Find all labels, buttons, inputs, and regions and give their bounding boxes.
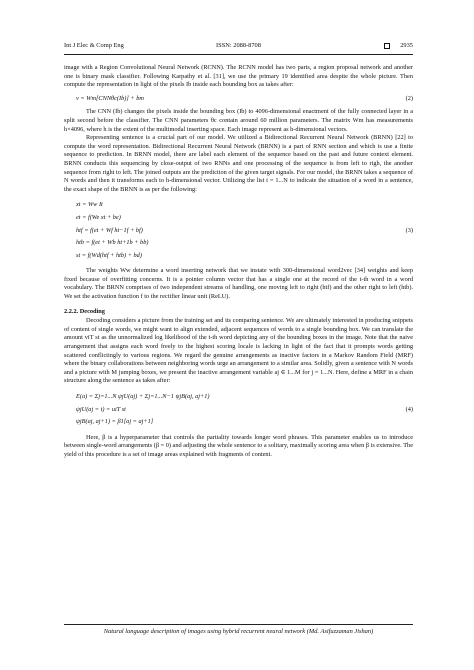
footer-rule [64,624,413,625]
equation-2-number: (2) [405,94,413,102]
equation-4-lines [64,391,210,429]
equation-line: ψjB(aj, aj+1) = β1[aj = aj+1] [76,418,154,426]
issn: ISSN: 2088-8708 [216,42,261,49]
equation-3-lines [64,199,148,262]
paragraph-6: Here, β is a hyperparameter that controls the partiality towards longer word phrases. This parameter enables us to introduce between single-word arrangements (β = 0) and adjusting the whole sentence to a solitary, maximally scoring area when β is extensive. The yield of this procedure is a set of image areas explained with fragments of content. [64,433,413,458]
equation-line: htb = f(et + Wb ht+1b + bb) [76,239,149,247]
paragraph-2: The CNN (Ib) changes the pixels inside the bounding box (Ib) to 4096-dimensional enactment of the fully connected layer in a split second before the classifier. The CNN parameters θc contain around 60 million parameters. The matrix Wm has measurements h×4096, where h is the extent of the multimodal inserting space. Each image represent as h-dimensional vectors. [64,108,413,133]
checkbox-icon [384,43,390,49]
equation-line: st = f(Wd(htf + htb) + bd) [76,251,142,259]
equation-4-number: (4) [405,405,413,413]
paragraph-1: image with a Region Convolutional Neural Network (RCNN). The RCNN model has two parts, a region proposal network and another one is binary mask classifier. Following Karpathy et al. [31], we use the primary 19 identified area despite the whole picture. Then compute the representation in light of the pixels Ib inside each bounding box as takes after: [64,64,413,89]
main-text [64,64,413,460]
journal-name: Int J Elec & Comp Eng [64,42,124,49]
section-heading: 2.2.2. Decoding [64,307,105,315]
page-number: 2935 [400,42,413,49]
page-number-group [384,40,413,52]
equation-2-body: v = Wm[CNNθc(Ib)] + bm [76,94,144,102]
equation-3 [64,199,413,262]
paragraph-4: The weights Ww determine a word inserting network that we instate with 300-dimensional word2vec [34] weights and keep fixed because of overfitting concerns. It is a pointer column vector that has a single one at the record of the t-th word in a word vocabulary. The BRNN comprises of two independent streams of handling, one moving left to right (htf) and the other right to left (htb). We set the activation function f to the rectifier linear unit (ReLU). [64,267,413,301]
equation-line: ψjU(aj = t) = uiT st [76,405,126,413]
equation-4 [64,391,413,429]
equation-line: et = f(We xt + be) [76,213,121,221]
paragraph-5: Decoding considers a picture from the training set and its comparing sentence. We are ultimately interested in producing snippets of content of single words, we might want to align extended, adjacent sequences of words to a single bounding box. We can translate the amount viT st as the unnormalized log likelihood of the t-th word depicting any of the bounding boxes in the image. Note that the naive arrangement that assigns each word freely to the highest scoring locale is lacking in light of the fact that it prompts words getting scattered conflictingly to various regions. We regard the genuine arrangements as inactive factors in a Markov Random Field (MRF) where the binary collaborations between neighboring words urge an arrangement to a similar area. Solidly, given a sentence with N words and a picture with M jumping boxes, we present the inactive arrangement variable aj ∈ 1...M for j = 1...N. Here, define a MRF in a chain structure along the sentence as takes after: [64,317,413,385]
equation-2 [64,95,413,104]
page-footer: Natural language description of images using hybrid recurrent neural network (Md. Asifuzzaman Jishan) [103,628,374,635]
paragraph-3: Representing sentence is a crucial part of our model. We utilized a Bidirectional Recurrent Neural Network (BRNN) [22] to compute the word representation. Bidirectional Recurrent Neural Network (BRNN) is a part of RNN section and which is use a finite sequence to prediction. In BRNN model, there are label each element of the sequence based on the past and future context element. BRNN conducts this sequencing by close-output of two RNNs and one processing of the sequence is from left to righ, the another sequence from right to left. The joined outputs are the prediction of the given target signals. For our model, the BRNN takes a sequence of N words and then it transforms each to h-dimensional vector. Utilizing the list t = 1...N to indicate the situation of a word in a sentence, the exact shape of the BRNN is as per the following: [64,134,413,193]
equation-3-number: (3) [405,226,413,234]
page-header [64,40,413,52]
equation-line: xt = Ww It [76,201,103,209]
equation-line: htf = f(et + Wf ht−1f + bf) [76,226,143,234]
header-rule [64,54,413,55]
equation-line: E(a) = Σj=1...N ψjU(aj) + Σj=1...N−1 ψjB(aj, aj+1) [76,393,210,400]
